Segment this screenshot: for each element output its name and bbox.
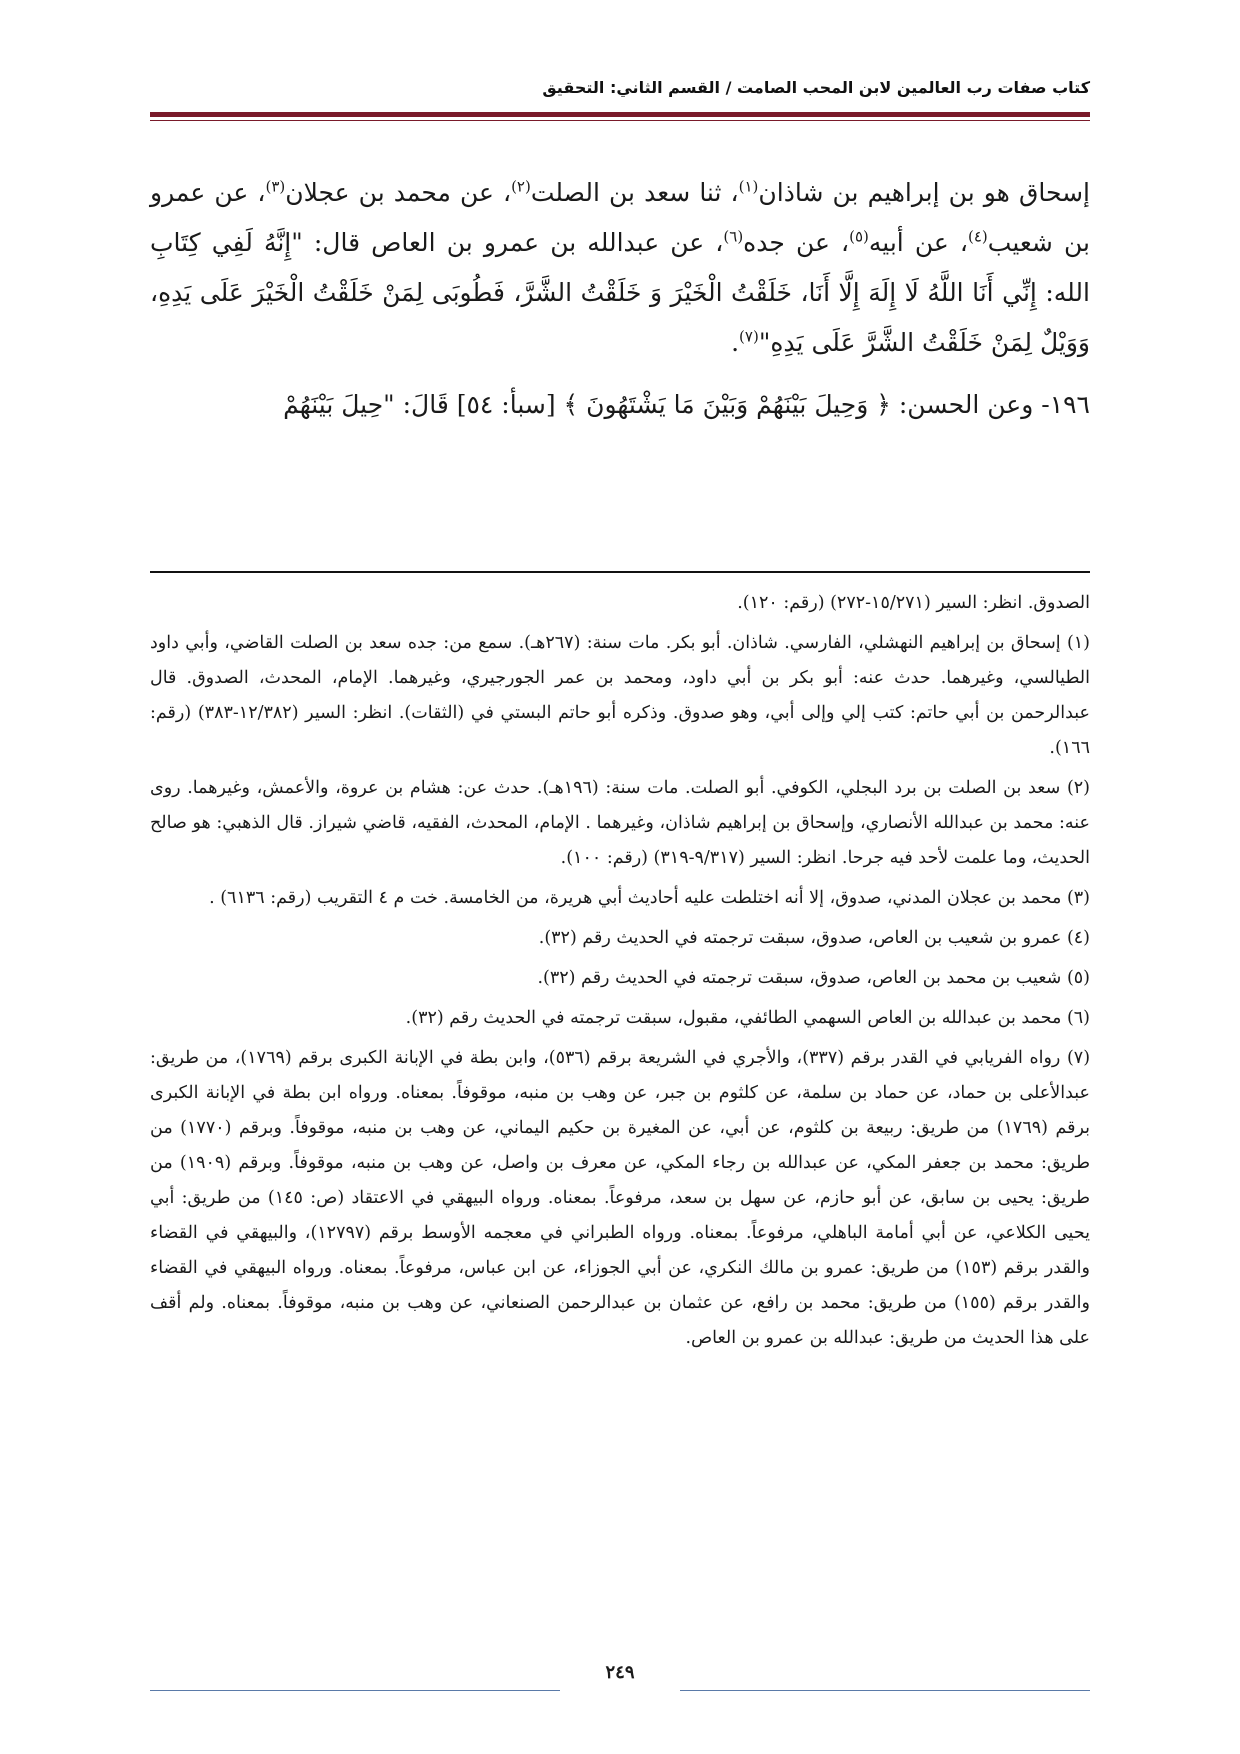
header-rule-thin xyxy=(150,120,1090,121)
footnote-text: رواه الفريابي في القدر برقم (٣٣٧)، والأجري في الشريعة برقم (٥٣٦)، وابن بطة في الإبانة الكبرى برقم (١٧٦٩)، من طريق: عبدالأعلى بن حماد، عن حماد بن سلمة، عن كلثوم بن جبر، عن وهب بن منبه، موقوفاً. بمعناه. ورواه ابن بطة في الإبانة الكبرى برقم (١٧٦٩) من طريق: ربيعة بن كلثوم، عن أبي، عن المغيرة بن حكيم اليماني، عن وهب بن منبه، موقوفاً. وبرقم (١٧٧٠) من طريق: محمد بن جعفر المكي، عن عبدالله بن رجاء المكي، عن معرف بن واصل، عن وهب بن منبه، موقوفاً. وبرقم (١٩٠٩) من طريق: يحيى بن سابق، عن أبو حازم، عن سهل بن سعد، مرفوعاً. بمعناه. ورواه البيهقي في الاعتقاد (ص: ١٤٥) من طريق: أبي يحيى الكلاعي، عن أبي أمامة الباهلي، مرفوعاً. بمعناه. ورواه الطبراني في معجمه الأوسط برقم (١٢٧٩٧)، والبيهقي في القضاء والقدر برقم (١٥٣) من طريق: عمرو بن مالك النكري، عن أبي الجوزاء، عن ابن عباس، مرفوعاً. بمعناه. ورواه البيهقي في القضاء والقدر برقم (١٥٥) من طريق: محمد بن رافع، عن عثمان بن عبدالرحمن الصنعاني، عن وهب بن منبه، موقوفاً. بمعناه. ولم أقف على هذا الحديث من طريق: عبدالله بن عمرو بن العاص. xyxy=(150,1048,1090,1348)
text-run: ، عن عبدالله بن عمرو بن العاص قال: "إِنَّهُ لَفِي كِتَابِ الله: إِنِّي أَنَا اللَّهُ لَا إِلَهَ إِلَّا أَنَا، خَلَقْتُ الْخَيْرَ وَ خَلَقْتُ الشَّرَّ، فَطُوبَى لِمَنْ خَلَقْتُ الْخَيْرَ عَلَى يَدِهِ، وَوَيْلٌ لِمَنْ خَلَقْتُ الشَّرَّ عَلَى يَدِهِ" xyxy=(150,228,1090,357)
text-run: ، عن جده xyxy=(743,228,850,257)
hadith-196: ١٩٦- وعن الحسن: ﴿ وَحِيلَ بَيْنَهُمْ وَبَيْنَ مَا يَشْتَهُونَ ﴾ [سبأ: ٥٤] قَالَ: "حِيلَ بَيْنَهُمْ xyxy=(283,390,1090,419)
footnote-text: محمد بن عجلان المدني، صدوق، إلا أنه اختلطت عليه أحاديث أبي هريرة، من الخامسة. خت م ٤ التقريب (رقم: ٦١٣٦) . xyxy=(209,888,1062,908)
text-run: ، ثنا سعد بن الصلت xyxy=(530,178,739,207)
footnote-ref[interactable]: (١) xyxy=(738,177,759,196)
text-run: ، عن أبيه xyxy=(868,228,968,257)
footnote-item xyxy=(150,1001,1090,1036)
footnote-ref[interactable]: (٣) xyxy=(265,177,286,196)
footnote-item xyxy=(150,771,1090,876)
text-run: . xyxy=(731,328,740,357)
text-run: ، عن عمرو بن شعيب xyxy=(150,178,1090,257)
footnote-number: (١) xyxy=(1066,633,1090,653)
footnote-item xyxy=(150,881,1090,916)
footnote-continuation: الصدوق. انظر: السير (١٥/٢٧١-٢٧٢) (رقم: ١٢٠). xyxy=(737,593,1090,613)
footnote-text: عمرو بن شعيب بن العاص، صدوق، سبقت ترجمته في الحديث رقم (٣٢). xyxy=(538,928,1062,948)
book-title: كتاب صفات رب العالمين لابن المحب الصامت / القسم الثاني: التحقيق xyxy=(542,78,1090,97)
footnote-ref[interactable]: (٦) xyxy=(723,227,744,246)
footnotes xyxy=(150,586,1090,1361)
header-rule-thick xyxy=(150,112,1090,117)
footnote-item xyxy=(150,1041,1090,1356)
footer-rule-right xyxy=(680,1690,1090,1691)
footnote-text: شعيب بن محمد بن العاص، صدوق، سبقت ترجمته في الحديث رقم (٣٢). xyxy=(537,968,1062,988)
main-paragraph xyxy=(150,168,1090,368)
footnote-number: (٦) xyxy=(1066,1008,1090,1028)
footnote-item xyxy=(150,626,1090,766)
footnote-separator xyxy=(150,571,1090,573)
footnote-number: (٢) xyxy=(1066,778,1090,798)
footnote-number: (٧) xyxy=(1066,1048,1091,1068)
footnote-ref[interactable]: (٢) xyxy=(511,177,531,196)
footnote-ref[interactable]: (٤) xyxy=(968,227,988,246)
page-number: ٢٤٩ xyxy=(605,1662,635,1683)
footnote-text: محمد بن عبدالله بن العاص السهمي الطائفي، مقبول، سبقت ترجمته في الحديث رقم (٣٢). xyxy=(405,1008,1062,1028)
footnote-ref[interactable]: (٥) xyxy=(849,227,869,246)
footnote-text: إسحاق بن إبراهيم النهشلي، الفارسي. شاذان. أبو بكر. مات سنة: (٢٦٧هـ). سمع من: جده سعد بن الصلت القاضي، وأبي داود الطيالسي، وغيرهما. حدث عنه: أبو بكر بن أبي داود، ومحمد بن عمر الجورجيري، وغيرهما. الإمام، المحدث، الصدوق. قال عبدالرحمن بن أبي حاتم: كتب إلي وإلى أبي، وهو صدوق. وذكره أبو حاتم البستي في (الثقات). انظر: السير (١٢/٣٨٢-٣٨٣) (رقم: ١٦٦). xyxy=(150,633,1091,758)
footnote-number: (٤) xyxy=(1066,928,1090,948)
text-run: ، عن محمد بن عجلان xyxy=(285,178,512,207)
footnote-text: سعد بن الصلت بن برد البجلي، الكوفي. أبو الصلت. مات سنة: (١٩٦هـ). حدث عن: هشام بن عروة، والأعمش، وغيرهما. روى عنه: محمد بن عبدالله الأنصاري، وإسحاق بن إبراهيم شاذان، وغيرهما . الإمام، المحدث، الفقيه، قاضي شيراز. قال الذهبي: هو صالح الحديث، وما علمت لأحد فيه جرحا. انظر: السير (٩/٣١٧-٣١٩) (رقم: ١٠٠). xyxy=(150,778,1090,868)
running-header xyxy=(150,78,1090,108)
footnote-number: (٣) xyxy=(1066,888,1090,908)
footnote-item xyxy=(150,921,1090,956)
main-text xyxy=(150,168,1090,430)
footer-rule-left xyxy=(150,1690,560,1691)
text-run: إسحاق هو بن إبراهيم بن شاذان xyxy=(758,178,1090,207)
footnote-item xyxy=(150,961,1090,996)
footnote-number: (٥) xyxy=(1066,968,1090,988)
footnote-ref[interactable]: (٧) xyxy=(739,327,759,346)
